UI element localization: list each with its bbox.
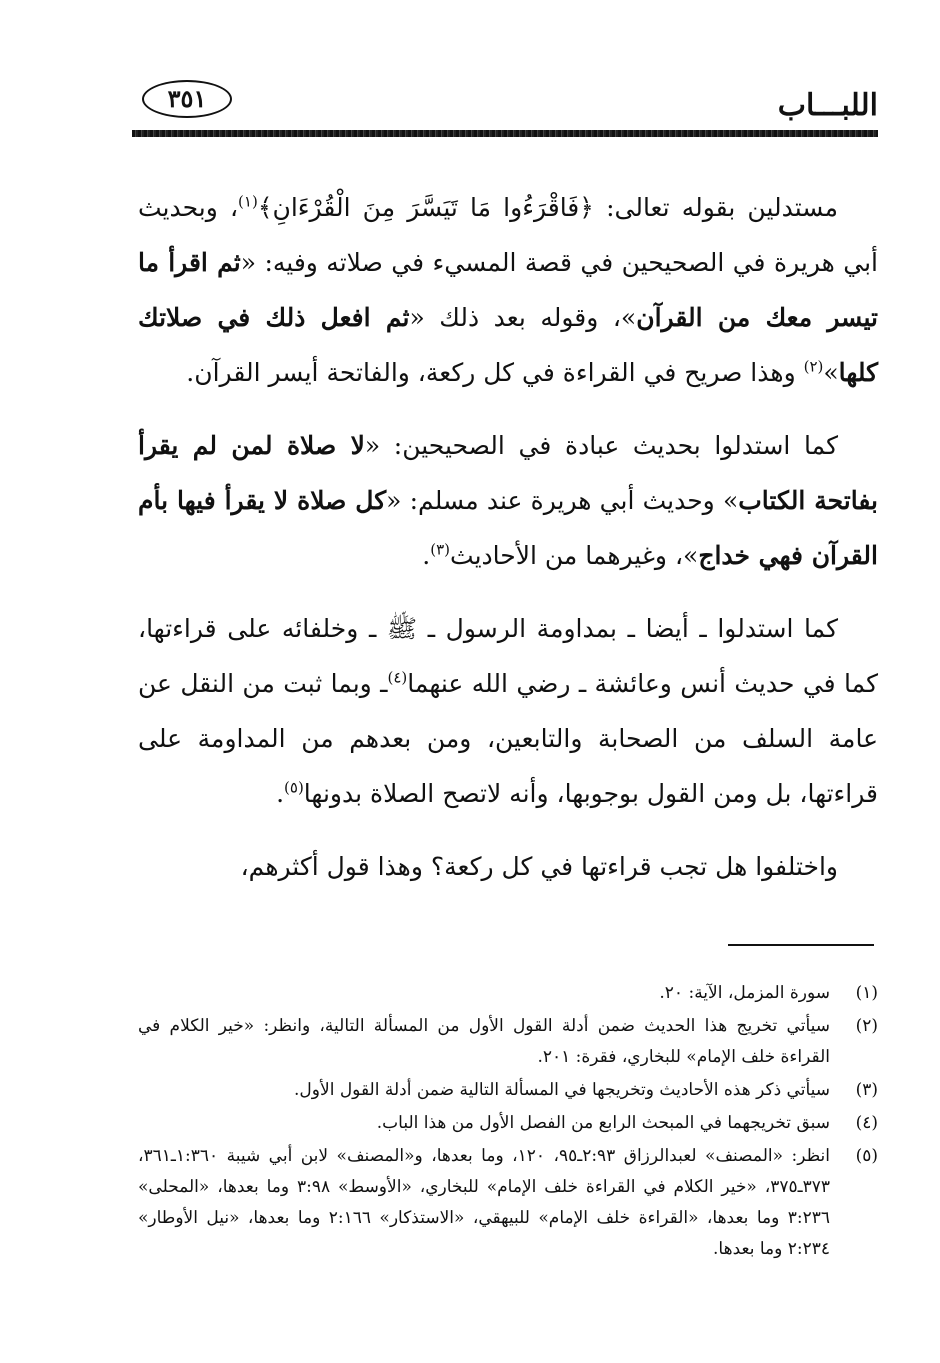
- p2-text-a: كما استدلوا بحديث عبادة في الصحيحين: «: [364, 431, 838, 460]
- page-number-badge: [142, 80, 232, 118]
- p1-hadith-2: ثم افعل ذلك في صلاتك كلها: [138, 303, 878, 387]
- p1-text-f: »: [823, 358, 839, 387]
- p2-text-f: .: [422, 541, 431, 570]
- running-title: اللبـــاب: [777, 88, 878, 123]
- p2-text-c: » وحديث أبي هريرة عند مسلم: «: [386, 486, 739, 515]
- p1-text-b: ، وبحديث أبي هريرة في الصحيحين في قصة المسيء في صلاته وفيه: «: [138, 193, 878, 277]
- footnote-text: سبق تخريجهما في المبحث الرابع من الفصل الأول من هذا الباب.: [376, 1113, 830, 1133]
- footnotes: [138, 978, 878, 1267]
- footnote-ref-3: (٣): [430, 540, 451, 559]
- p2-text-e: »، وغيرهما من الأحاديث: [450, 541, 699, 570]
- footnote-ref-2: (٢): [803, 357, 824, 376]
- page-header: [132, 78, 878, 122]
- p3-text-c: .: [276, 779, 285, 808]
- p2-hadith-1: لا صلاة لمن لم يقرأ بفاتحة الكتاب: [138, 431, 878, 515]
- footnote-ref-4: (٤): [387, 668, 408, 687]
- footnote-text: انظر: «المصنف» لعبدالرزاق ٢:٩٣ـ٩٥، ١٢٠، وما بعدها، و«المصنف» لابن أبي شيبة ١:٣٦٠ـ٣٦١، ٣٧٣ـ٣٧٥، «خير الكلام في القراءة خلف الإمام» للبخاري، «الأوسط» ٣:٩٨ وما بعدها، «المحلى» ٣:٢٣٦ وما بعدها، «القراءة خلف الإمام» للبيهقي، «الاستذكار» ٢:١٦٦ وما بعدها، «نيل الأوطار» ٢:٢٣٤ وما بعدها.: [138, 1146, 831, 1259]
- paragraph-4: واختلفوا هل تجب قراءتها في كل ركعة؟ وهذا قول أكثرهم،: [240, 852, 838, 881]
- p3-text-a: كما استدلوا ـ أيضا ـ بمداومة الرسول ـ ﷺ ـ وخلفائه على قراءتها، كما في حديث أنس وعائشة ـ رضي الله عنهما: [138, 614, 878, 698]
- footnote-ref-1: (١): [238, 192, 258, 211]
- footnote-text: سيأتي ذكر هذه الأحاديث وتخريجها في المسألة التالية ضمن أدلة القول الأول.: [294, 1080, 830, 1100]
- footnote-2: [138, 1011, 878, 1073]
- footnote-text: سيأتي تخريج هذا الحديث ضمن أدلة القول الأول من المسألة التالية، وانظر: «خير الكلام في القراءة خلف الإمام» للبخاري، فقرة: ٢٠١.: [138, 1016, 830, 1067]
- header-rule: [132, 130, 878, 137]
- footnote-1: [138, 978, 878, 1009]
- footnote-5: [138, 1141, 878, 1265]
- page-number: ٣٥١: [167, 84, 207, 113]
- p3-text-b: ـ وبما ثبت من النقل عن عامة السلف من الصحابة والتابعين، ومن بعدهم من المداومة على قراءتها، بل ومن القول بوجوبها، وأنه لاتصح الصلاة بدونها: [138, 669, 878, 808]
- footnote-text: سورة المزمل، الآية: ٢٠.: [659, 983, 830, 1003]
- p1-text-a: مستدلين بقوله تعالى: ﴿فَاقْرَءُوا مَا تَيَسَّرَ مِنَ الْقُرْءَانِ﴾: [257, 193, 838, 222]
- footnote-number: (٤): [855, 1113, 878, 1133]
- paragraph-3: [138, 601, 878, 821]
- footnote-3: [138, 1075, 878, 1106]
- paragraph-1: [138, 180, 878, 400]
- p1-text-d: »، وقوله بعد ذلك «: [409, 303, 637, 332]
- p2-hadith-2: كل صلاة لا يقرأ فيها بأم القرآن فهي خداج: [138, 486, 878, 570]
- footnote-number: (٥): [855, 1146, 878, 1166]
- footnote-number: (٢): [855, 1016, 878, 1036]
- footnote-number: (١): [855, 983, 878, 1003]
- footnote-4: [138, 1108, 878, 1139]
- footnote-number: (٣): [855, 1080, 878, 1100]
- paragraph-2: [138, 418, 878, 583]
- footnote-ref-5: (٥): [284, 778, 304, 797]
- p1-hadith-1: ثم اقرأ ما تيسر معك من القرآن: [138, 248, 878, 332]
- p1-text-g: وهذا صريح في القراءة في كل ركعة، والفاتحة أيسر القرآن.: [186, 358, 804, 387]
- footnote-separator: [728, 944, 874, 946]
- main-text: [138, 180, 878, 912]
